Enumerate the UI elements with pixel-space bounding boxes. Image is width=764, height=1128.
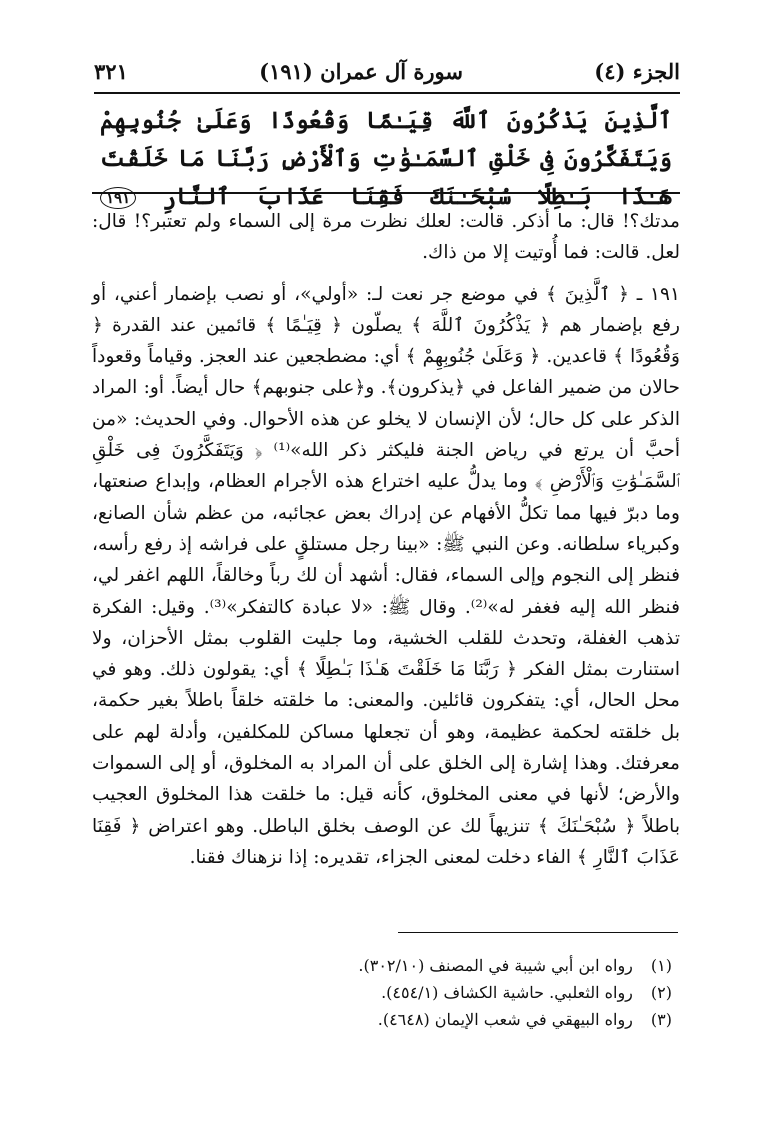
commentary-body [92,206,680,921]
footnote-number: (٢) [650,983,672,1002]
footnote-item [92,1006,672,1033]
footnote-divider [398,932,678,933]
footnote-item [92,952,672,979]
verse-divider [92,192,680,194]
footnote-text: رواه الثعلبي. حاشية الكشاف (٤٥٤/١). [381,983,633,1002]
footnote-number: (٣) [650,1010,672,1029]
juz-label: الجزء (٤) [594,58,680,84]
page-header [94,50,680,94]
page-number: ٣٢١ [94,58,128,84]
intro-paragraph: مدتك؟! قال: ما أذكر. قالت: لعلك نظرت مرة إلى السماء ولم تعتبر؟! قال: لعل. قالت: فما أُوتيت إلا من ذاك. [92,211,680,264]
footnote-number: (١) [650,956,672,975]
commentary-paragraph: ١٩١ ـ ﴿ ٱلَّذِينَ ﴾ في موضع جر نعت لـ: «أولي»، أو نصب بإضمار أعني، أو رفع بإضمار هم ﴿ يَذْكُرُونَ ٱللَّهَ ﴾ يصلّون ﴿ قِيَـٰمًا ﴾ قائمين عند القدرة ﴿ وَقُعُودًا ﴾ قاعدين. ﴿ وَعَلَىٰ جُنُوبِهِمْ ﴾ أي: مضطجعين عند العجز. وقياماً وقعوداً حالان من ضمير الفاعل في ﴿يذكرون﴾. و﴿على جنوبهم﴾ حال أيضاً. أو: المراد الذكر على كل حال؛ لأن الإنسان لا يخلو عن هذه الأحوال. وفي الحديث: «من أحبَّ أن يرتع في رياض الجنة فليكثر ذكر الله»⁽¹⁾ ﴿ وَيَتَفَكَّرُونَ فِى خَلْقِ ٱلسَّمَـٰوَٰتِ وَٱلْأَرْضِ ﴾ وما يدلُّ عليه اختراع هذه الأجرام العظام، وإبداع صنعتها، وما دبرّ فيها مما تكلُّ الأفهام عن إدراك بعض عجائبه، من عظم شأن الصانع، وكبرياء سلطانه. وعن النبي ﷺ: «بينا رجل مستلقٍ على فراشه إذ رفع رأسه، فنظر إلى النجوم وإلى السماء، فقال: أشهد أن لك رباً وخالقاً، اللهم اغفر لي، فنظر الله إليه فغفر له»⁽²⁾. وقال ﷺ: «لا عبادة كالتفكر»⁽³⁾. وقيل: الفكرة تذهب الغفلة، وتحدث للقلب الخشية، وما جليت القلوب بمثل الأحزان، ولا استنارت بمثل الفكر ﴿ رَبَّنَا مَا خَلَقْتَ هَـٰذَا بَـٰطِلًا ﴾ أي: يقولون ذلك. وهو في محل الحال، أي: يتفكرون قائلين. والمعنى: ما خلقته خلقاً باطلاً بغير حكمة، بل خلقته لحكمة عظيمة، وهو أن تجعلها مساكن للمكلفين، وأدلة لهم على معرفتك. وهذا إشارة إلى الخلق على أن المراد به المخلوق، أو إلى السموات والأرض؛ لأنها في معنى المخلوق، كأنه قيل: ما خلقت هذا المخلوق العجيب باطلاً ﴿ سُبْحَـٰنَكَ ﴾ تنزيهاً لك عن الوصف بخلق الباطل. وهو اعتراض ﴿ فَقِنَا عَذَابَ ٱلنَّارِ ﴾ الفاء دخلت لمعنى الجزاء، تقديره: إذا نزهناك فقنا. [92,283,680,868]
footnote-text: رواه البيهقي في شعب الإيمان (٤٦٤٨). [377,1010,633,1029]
surah-title: سورة آل عمران (١٩١) [259,58,463,84]
verse-text: ٱلَّذِينَ يَذْكُرُونَ ٱللَّهَ قِيَـٰمًا وَقُعُودًا وَعَلَىٰ جُنُوبِهِمْ وَيَتَفَكَّرُونَ فِى خَلْقِ ٱلسَّمَـٰوَٰتِ وَٱلْأَرْضِ رَبَّنَا مَا خَلَقْتَ هَـٰذَا بَـٰطِلًا سُبْحَـٰنَكَ فَقِنَا عَذَابَ ٱلنَّارِ [100,107,672,210]
verse-number-marker: ١٩١ [100,187,136,209]
footnote-item [92,979,672,1006]
footnotes [92,952,672,1033]
footnote-text: رواه ابن أبي شيبة في المصنف (٣٠٢/١٠). [358,956,633,975]
quran-verse [100,102,672,210]
